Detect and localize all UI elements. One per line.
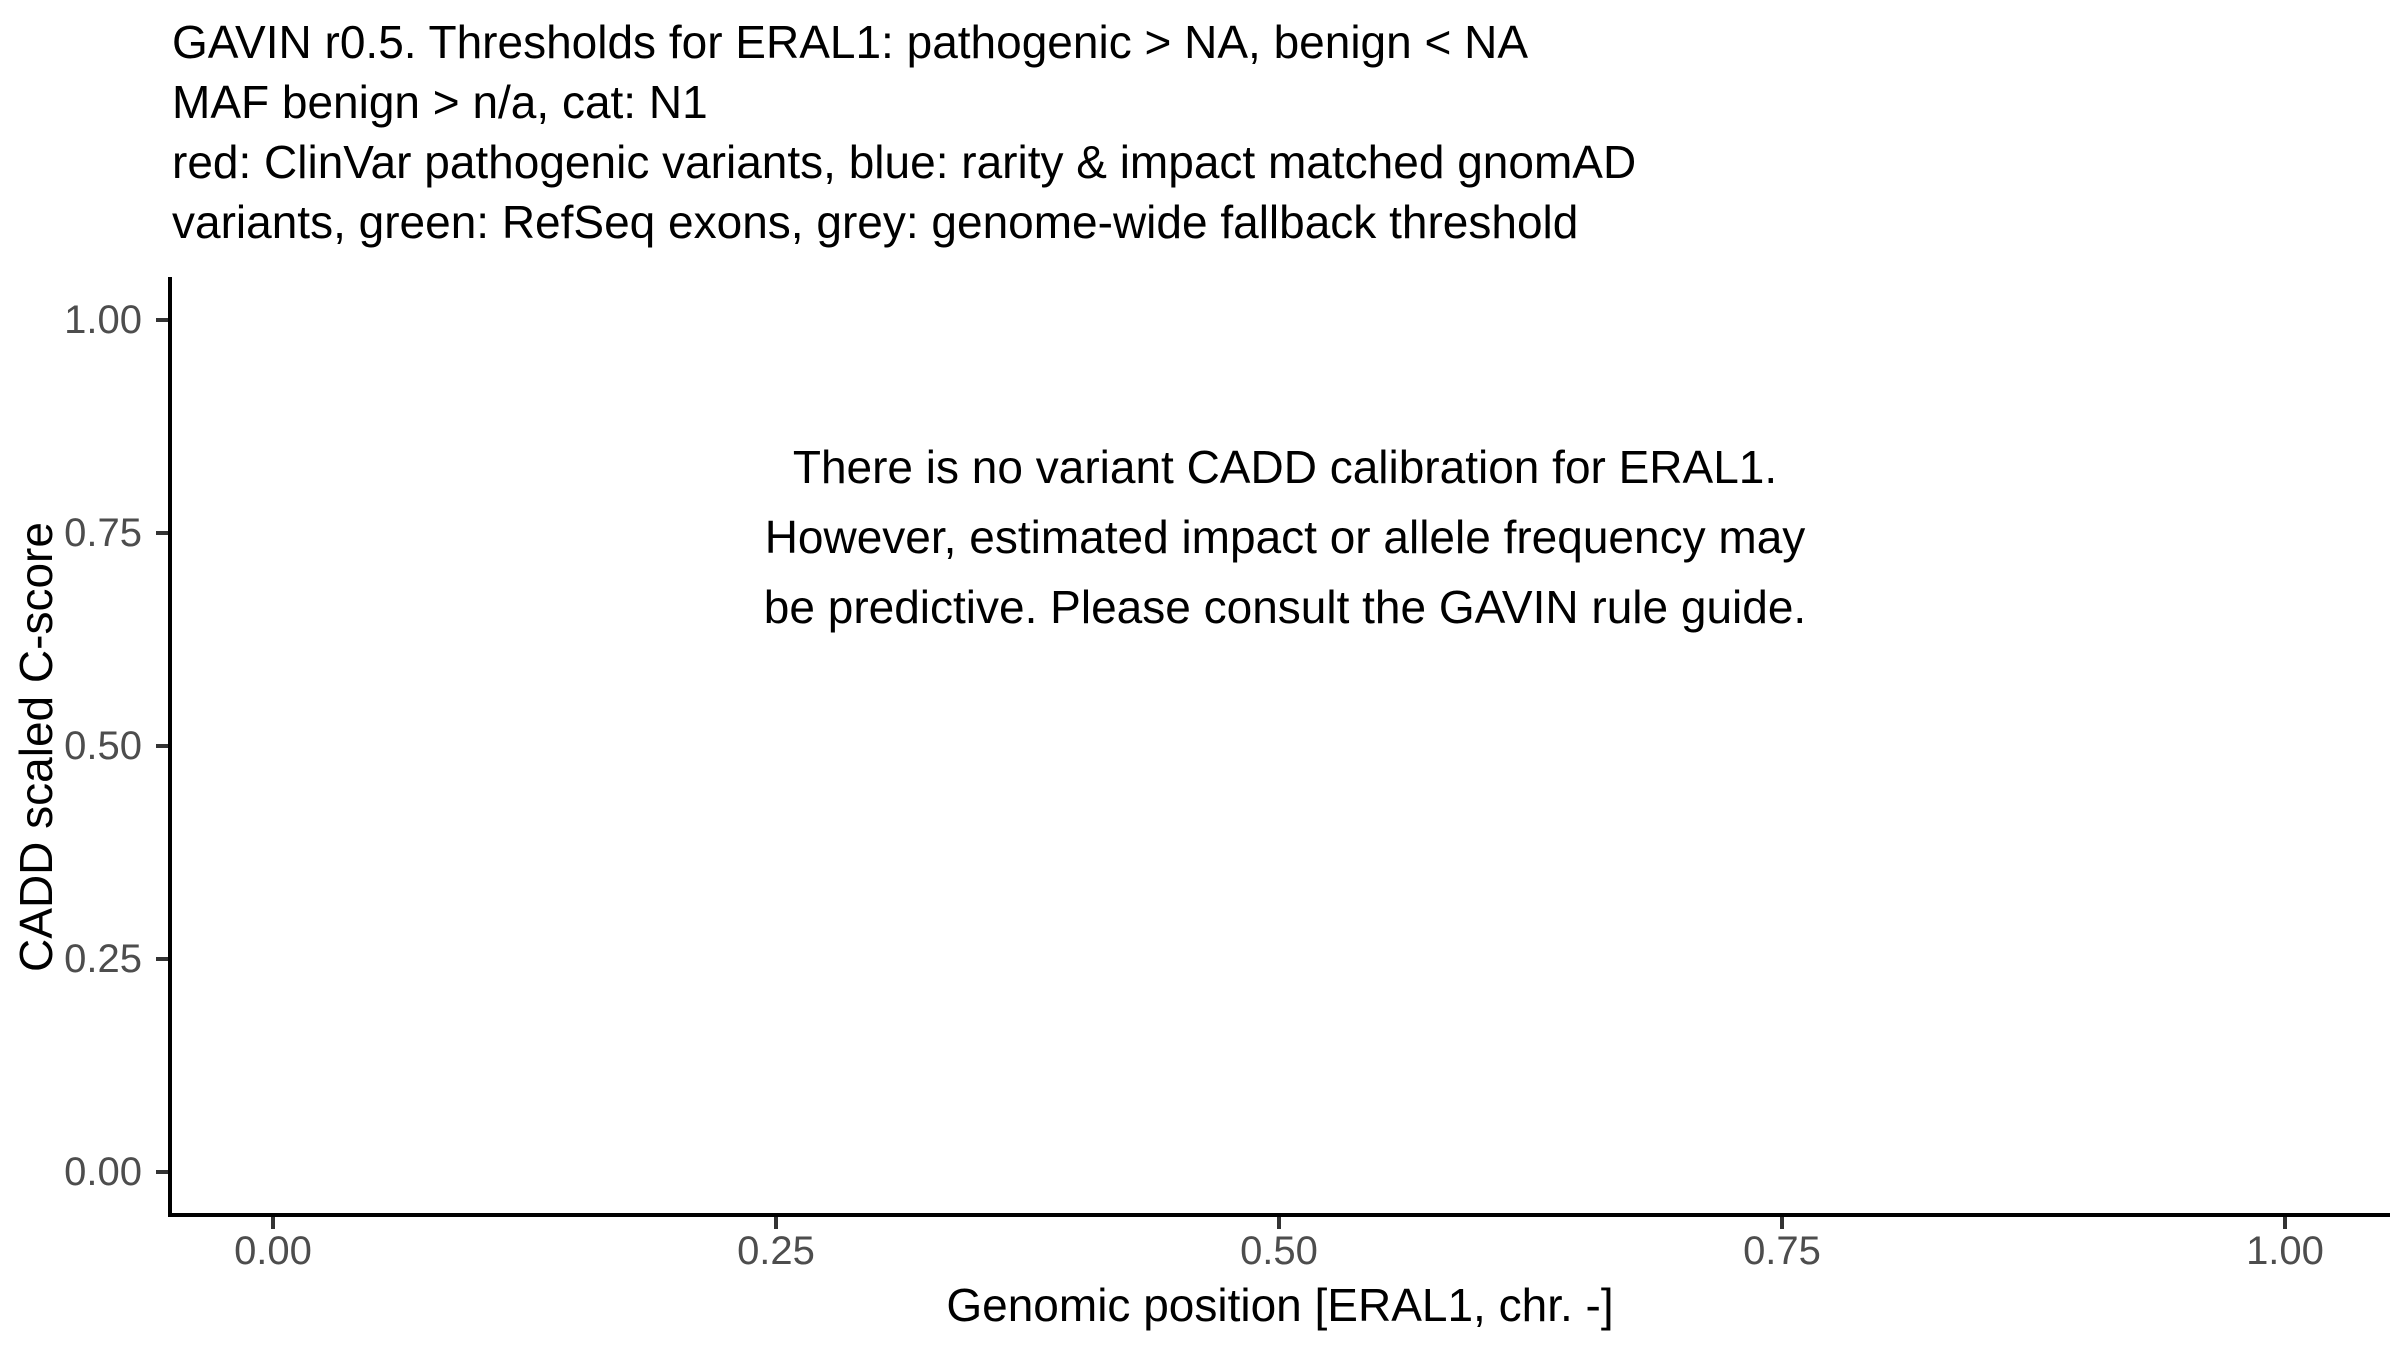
x-tick-mark xyxy=(1780,1217,1784,1229)
x-tick-mark xyxy=(1277,1217,1281,1229)
y-axis-title: CADD scaled C-score xyxy=(10,522,62,972)
x-tick-label: 1.00 xyxy=(2246,1229,2324,1273)
title-line-4: variants, green: RefSeq exons, grey: genome-wide fallback threshold xyxy=(172,196,1579,248)
x-axis-title: Genomic position [ERAL1, chr. -] xyxy=(946,1279,1614,1331)
x-tick-label: 0.25 xyxy=(737,1229,815,1273)
annotation-text xyxy=(685,432,1885,642)
y-tick-mark xyxy=(156,1170,168,1174)
y-tick-label: 1.00 xyxy=(64,298,142,342)
x-tick-label: 0.00 xyxy=(234,1229,312,1273)
annotation-line-3: be predictive. Please consult the GAVIN rule guide. xyxy=(763,581,1807,633)
y-tick-label: 0.00 xyxy=(64,1150,142,1194)
title-line-2: MAF benign > n/a, cat: N1 xyxy=(172,76,708,128)
x-tick-label: 0.50 xyxy=(1240,1229,1318,1273)
plot-title xyxy=(172,12,1636,252)
x-tick-mark xyxy=(271,1217,275,1229)
x-tick-label: 0.75 xyxy=(1743,1229,1821,1273)
y-tick-mark xyxy=(156,531,168,535)
title-line-1: GAVIN r0.5. Thresholds for ERAL1: pathogenic > NA, benign < NA xyxy=(172,16,1529,68)
y-tick-mark xyxy=(156,744,168,748)
y-tick-label: 0.75 xyxy=(64,511,142,555)
y-axis-line xyxy=(168,277,172,1217)
y-tick-mark xyxy=(156,957,168,961)
x-tick-mark xyxy=(774,1217,778,1229)
title-line-3: red: ClinVar pathogenic variants, blue: rarity & impact matched gnomAD xyxy=(172,136,1637,188)
x-tick-mark xyxy=(2283,1217,2287,1229)
y-tick-label: 0.25 xyxy=(64,937,142,981)
annotation-line-2: However, estimated impact or allele frequency may xyxy=(764,511,1806,563)
y-tick-label: 0.50 xyxy=(64,724,142,768)
y-tick-mark xyxy=(156,318,168,322)
annotation-line-1: There is no variant CADD calibration for ERAL1. xyxy=(792,441,1778,493)
